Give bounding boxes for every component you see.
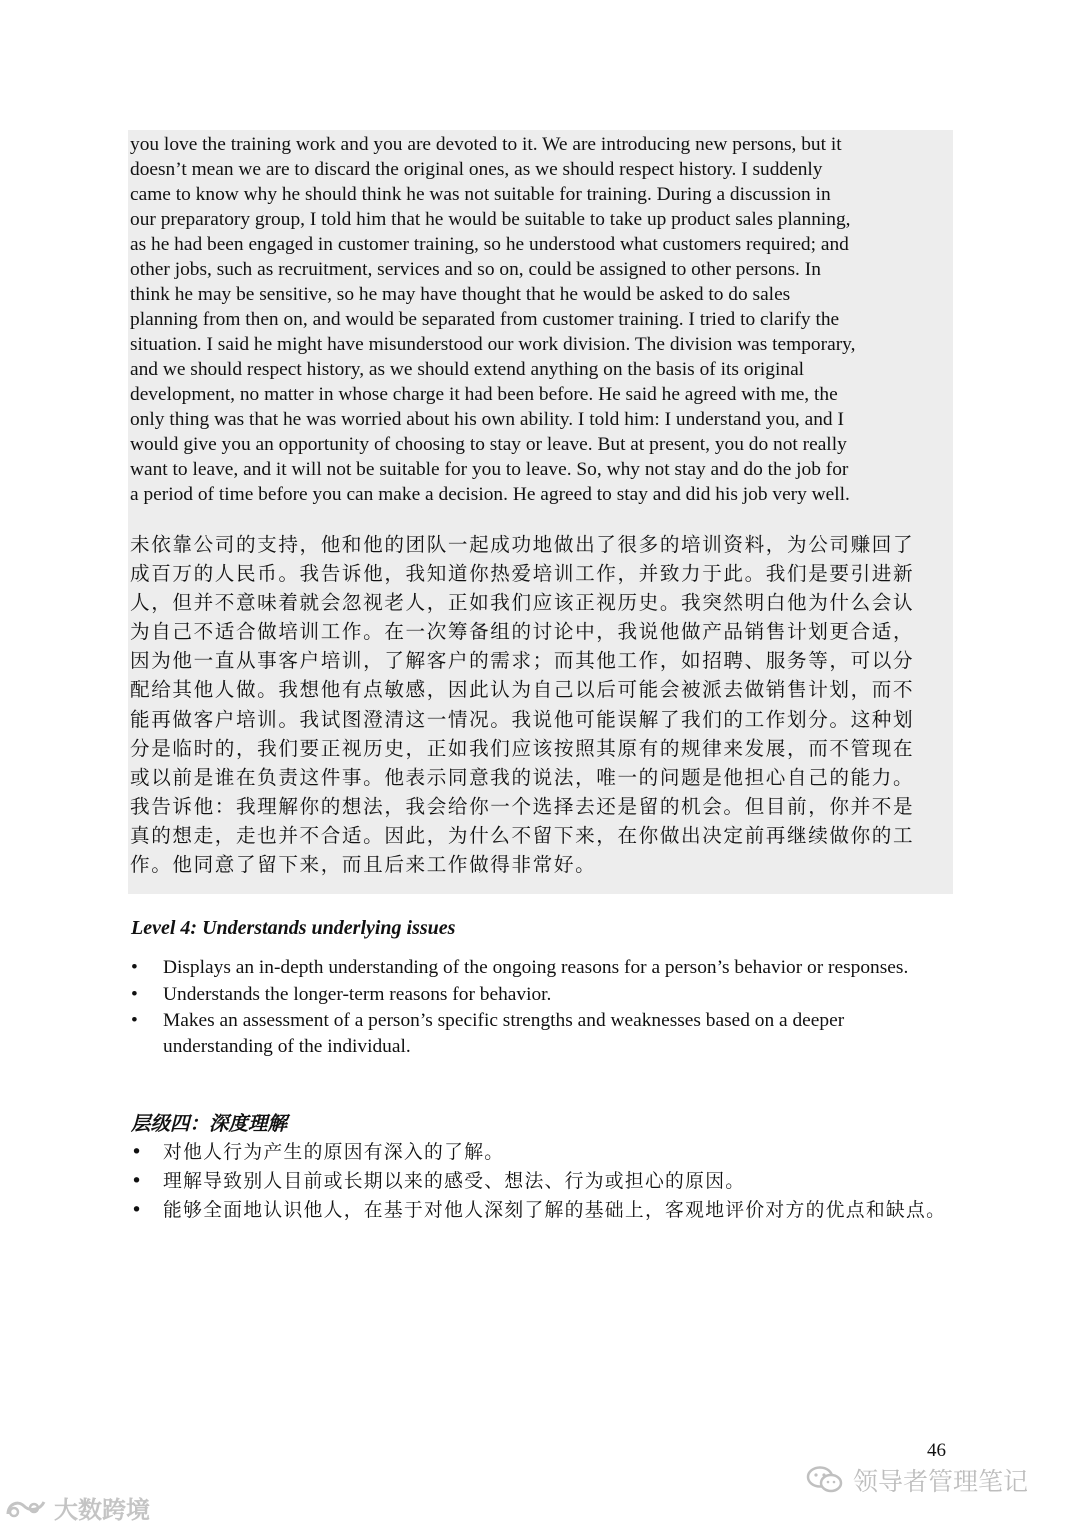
story-cn-line: 分是临时的，我们要正视历史，正如我们应该按照其原有的规律来发展，而不管现在 — [130, 736, 915, 760]
bullet-icon: • — [131, 1200, 144, 1222]
story-cn-line: 或以前是谁在负责这件事。他表示同意我的说法，唯一的问题是他担心自己的能力。 — [130, 765, 915, 789]
list-item — [131, 1008, 951, 1059]
story-en-line: other jobs, such as recruitment, services and so on, could be assigned to other persons. In — [130, 259, 821, 280]
logo-icon — [4, 1494, 50, 1522]
list-item-text: 理解导致别人目前或长期以来的感受、想法、行为或担心的原因。 — [163, 1171, 746, 1193]
story-en-line: doesn’t mean we are to discard the original ones, as we should respect history. I suddenly — [130, 159, 823, 180]
level4-list-en — [131, 955, 951, 1060]
bullet-icon: • — [131, 1171, 144, 1193]
page-number: 46 — [927, 1440, 946, 1461]
story-en-line: you love the training work and you are devoted to it. We are introducing new persons, but it — [130, 134, 842, 155]
story-cn-line: 未依靠公司的支持，他和他的团队一起成功地做出了很多的培训资料，为公司赚回了 — [130, 533, 915, 556]
story-cn-line: 人，但并不意味着就会忽视老人，正如我们应该正视历史。我突然明白他为什么会认 — [130, 591, 915, 615]
story-en-line: as he had been engaged in customer training, so he understood what customers required; and — [130, 234, 849, 255]
watermark-left — [4, 1490, 150, 1525]
story-en-line: would give you an opportunity of choosing to stay or leave. But at present, you do not really — [130, 434, 847, 455]
story-english — [130, 132, 952, 507]
list-item-text: Makes an assessment of a person’s specific strengths and weaknesses based on a deeper understanding of the individual. — [163, 1010, 845, 1057]
story-en-line: only thing was that he was worried about his own ability. I told him: I understand you, and I — [130, 409, 844, 430]
list-item — [131, 982, 951, 1008]
story-cn-line: 能再做客户培训。我试图澄清这一情况。我说他可能误解了我们的工作划分。这种划 — [130, 707, 915, 731]
story-cn-line: 为自己不适合做培训工作。在一次筹备组的讨论中，我说他做产品销售计划更合适， — [130, 620, 915, 644]
story-en-line: development, no matter in whose charge it had been before. He said he agreed with me, the — [130, 384, 838, 405]
story-chinese — [130, 530, 940, 879]
level4-heading-cn: 层级四：深度理解 — [131, 1112, 288, 1135]
story-en-line: want to leave, and it will not be suitable for you to leave. So, why not stay and do the job for — [130, 459, 849, 480]
bullet-icon: • — [131, 1142, 144, 1163]
list-item-text: Displays an in-depth understanding of the ongoing reasons for a person’s behavior or responses. — [163, 957, 909, 978]
level4-list-cn — [131, 1138, 951, 1226]
story-en-line: planning from then on, and would be separated from customer training. I tried to clarify the — [130, 309, 840, 330]
wechat-icon — [805, 1465, 845, 1495]
story-en-line: our preparatory group, I told him that he would be suitable to take up product sales planning, — [130, 209, 851, 230]
list-item — [131, 1138, 951, 1167]
story-cn-line: 成百万的人民币。我告诉他，我知道你热爱培训工作，并致力于此。我们是要引进新 — [130, 562, 915, 586]
list-item-text: 能够全面地认识他人，在基于对他人深刻了解的基础上，客观地评价对方的优点和缺点。 — [163, 1200, 947, 1222]
level4-heading-en: Level 4: Understands underlying issues — [131, 917, 456, 939]
bullet-icon: • — [131, 983, 138, 1005]
bullet-icon: • — [131, 957, 138, 978]
list-item — [131, 955, 951, 981]
story-cn-line: 配给其他人做。我想他有点敏感，因此认为自己以后可能会被派去做销售计划，而不 — [130, 678, 915, 702]
list-item-text: Understands the longer-term reasons for behavior. — [163, 983, 552, 1005]
watermark-left-text: 大数跨境 — [54, 1496, 150, 1524]
story-en-line: and we should respect history, as we should extend anything on the basis of its original — [130, 359, 805, 380]
story-cn-line: 我告诉他：我理解你的想法，我会给你一个选择去还是留的机会。但目前，你并不是 — [130, 794, 915, 818]
story-en-line: situation. I said he might have misunderstood our work division. The division was temporary, — [130, 334, 856, 355]
watermark-right — [805, 1462, 1028, 1498]
bullet-icon: • — [131, 1010, 138, 1031]
list-item — [131, 1167, 951, 1196]
list-item-text: 对他人行为产生的原因有深入的了解。 — [163, 1142, 505, 1163]
story-cn-line: 因为他一直从事客户培训，了解客户的需求；而其他工作，如招聘、服务等，可以分 — [130, 649, 915, 673]
story-cn-line: 作。他同意了留下来，而且后来工作做得非常好。 — [130, 853, 597, 877]
story-en-line: came to know why he should think he was not suitable for training. During a discussion in — [130, 184, 831, 205]
list-item — [131, 1196, 951, 1225]
story-en-line: think he may be sensitive, so he may have thought that he would be asked to do sales — [130, 284, 791, 305]
watermark-right-text: 领导者管理笔记 — [853, 1467, 1029, 1496]
story-en-line: a period of time before you can make a decision. He agreed to stay and did his job very well. — [130, 484, 850, 505]
story-cn-line: 真的想走，走也并不合适。因此，为什么不留下来，在你做出决定前再继续做你的工 — [130, 823, 915, 847]
